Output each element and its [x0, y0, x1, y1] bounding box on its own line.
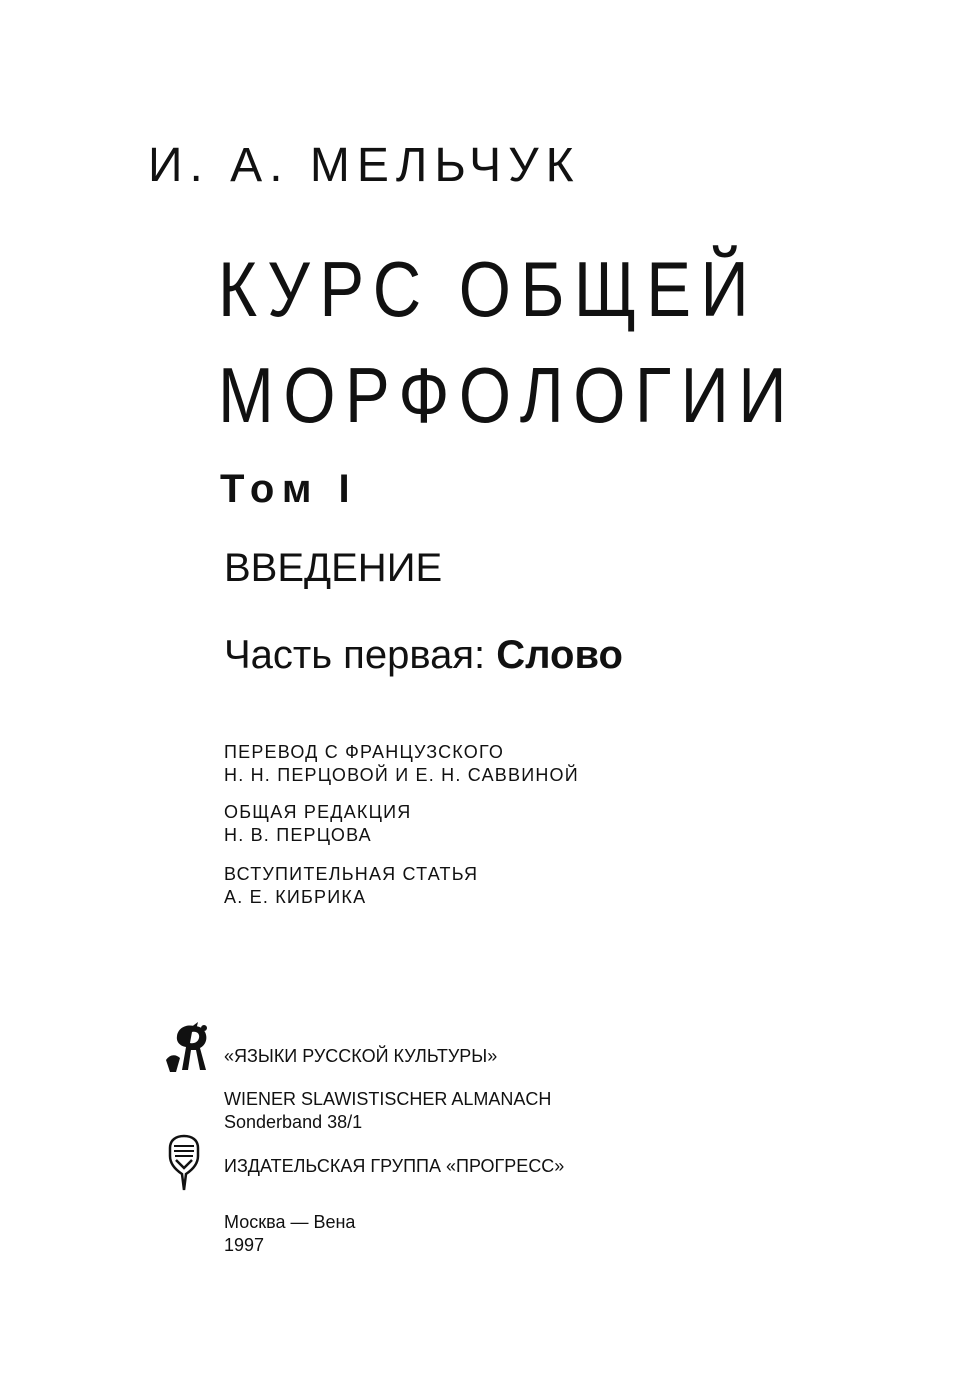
book-title-line-2: МОРФОЛОГИИ	[218, 351, 797, 439]
book-title-line-1: КУРС ОБЩЕЙ	[218, 245, 759, 333]
progress-logo-icon	[164, 1134, 204, 1192]
translators: Н. Н. ПЕРЦОВОЙ И Е. Н. САВВИНОЙ	[224, 765, 579, 785]
series-name: WIENER SLAWISTISCHER ALMANACH	[224, 1089, 552, 1109]
part-name: Слово	[496, 633, 623, 677]
translation-credit	[224, 741, 579, 787]
publisher-1-name: «ЯЗЫКИ РУССКОЙ КУЛЬТУРЫ»	[224, 1046, 498, 1066]
intro-label: ВСТУПИТЕЛЬНАЯ СТАТЬЯ	[224, 864, 479, 884]
publication-year: 1997	[224, 1235, 265, 1255]
intro-credit	[224, 863, 478, 909]
author-name: И. А. МЕЛЬЧУК	[148, 139, 581, 192]
publication-place: Москва — Вена	[224, 1212, 356, 1232]
section-title: ВВЕДЕНИЕ	[224, 546, 443, 590]
series-block	[224, 1088, 551, 1134]
part-prefix: Часть первая:	[224, 633, 486, 677]
part-title	[224, 629, 623, 681]
volume-label: Том I	[220, 467, 358, 511]
intro-author: А. Е. КИБРИКА	[224, 887, 367, 907]
publisher-2-name: ИЗДАТЕЛЬСКАЯ ГРУППА «ПРОГРЕСС»	[224, 1156, 565, 1176]
series-volume: Sonderband 38/1	[224, 1112, 363, 1132]
editor-credit	[224, 801, 411, 847]
translation-label: ПЕРЕВОД С ФРАНЦУЗСКОГО	[224, 742, 505, 762]
imprint-block	[224, 1211, 355, 1257]
editor-label: ОБЩАЯ РЕДАКЦИЯ	[224, 802, 412, 822]
yazyki-russkoy-kultury-logo-icon	[160, 1020, 214, 1076]
editor-name: Н. В. ПЕРЦОВА	[224, 825, 372, 845]
